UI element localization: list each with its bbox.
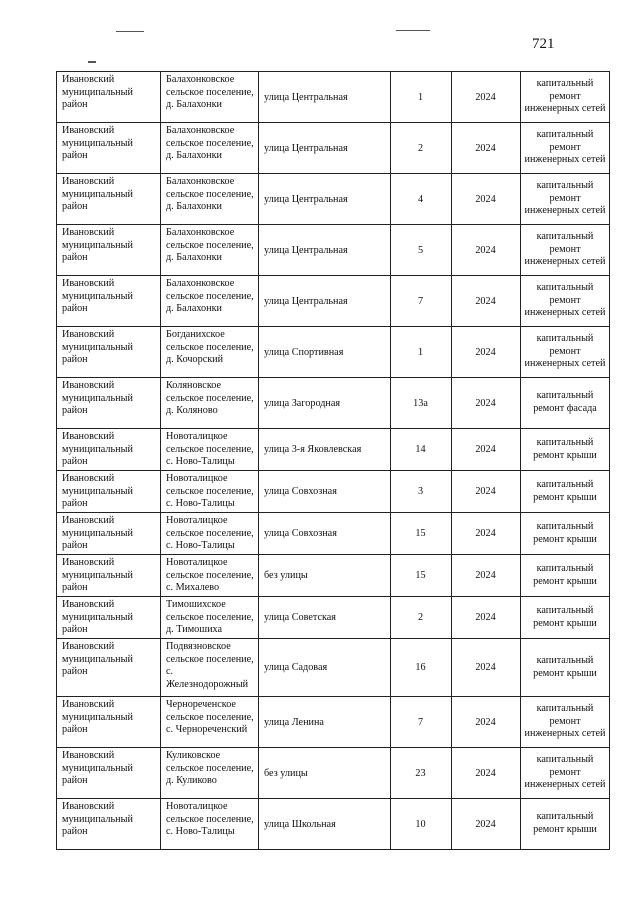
work-type-cell: капитальный ремонт фасада xyxy=(521,378,610,429)
district-cell: Ивановский муниципальный район xyxy=(57,429,161,471)
table-row xyxy=(57,429,610,471)
district-cell: Ивановский муниципальный район xyxy=(57,327,161,378)
street-cell: улица Центральная xyxy=(259,174,391,225)
table-row xyxy=(57,639,610,697)
work-type-cell: капитальный ремонт крыши xyxy=(521,597,610,639)
street-cell: улица 3-я Яковлевская xyxy=(259,429,391,471)
table-row xyxy=(57,597,610,639)
street-cell: улица Садовая xyxy=(259,639,391,697)
scan-artifact xyxy=(116,31,144,32)
street-cell: улица Ленина xyxy=(259,697,391,748)
district-cell: Ивановский муниципальный район xyxy=(57,225,161,276)
work-type-cell: капитальный ремонт крыши xyxy=(521,639,610,697)
house-number-cell: 3 xyxy=(391,471,452,513)
district-cell: Ивановский муниципальный район xyxy=(57,72,161,123)
district-cell: Ивановский муниципальный район xyxy=(57,555,161,597)
year-cell: 2024 xyxy=(452,799,521,850)
settlement-cell: Балахонковское сельское поселение, д. Балахонки xyxy=(161,276,259,327)
settlement-cell: Новоталицкое сельское поселение, с. Ново-Талицы xyxy=(161,513,259,555)
district-cell: Ивановский муниципальный район xyxy=(57,799,161,850)
year-cell: 2024 xyxy=(452,513,521,555)
table-row xyxy=(57,378,610,429)
year-cell: 2024 xyxy=(452,471,521,513)
district-cell: Ивановский муниципальный район xyxy=(57,174,161,225)
work-type-cell: капитальный ремонт инженерных сетей xyxy=(521,697,610,748)
settlement-cell: Балахонковское сельское поселение, д. Балахонки xyxy=(161,123,259,174)
scan-artifact xyxy=(396,30,430,31)
table-row xyxy=(57,72,610,123)
year-cell: 2024 xyxy=(452,639,521,697)
year-cell: 2024 xyxy=(452,597,521,639)
table-row xyxy=(57,276,610,327)
settlement-cell: Богданихское сельское поселение, д. Кочорский xyxy=(161,327,259,378)
work-type-cell: капитальный ремонт крыши xyxy=(521,799,610,850)
year-cell: 2024 xyxy=(452,72,521,123)
street-cell: улица Центральная xyxy=(259,72,391,123)
year-cell: 2024 xyxy=(452,748,521,799)
work-type-cell: капитальный ремонт крыши xyxy=(521,471,610,513)
table-row xyxy=(57,799,610,850)
house-number-cell: 2 xyxy=(391,123,452,174)
year-cell: 2024 xyxy=(452,697,521,748)
street-cell: улица Совхозная xyxy=(259,471,391,513)
street-cell: без улицы xyxy=(259,748,391,799)
settlement-cell: Тимошихское сельское поселение, д. Тимошиха xyxy=(161,597,259,639)
street-cell: улица Загородная xyxy=(259,378,391,429)
table-row xyxy=(57,225,610,276)
table-row xyxy=(57,174,610,225)
house-number-cell: 23 xyxy=(391,748,452,799)
house-number-cell: 5 xyxy=(391,225,452,276)
street-cell: улица Советская xyxy=(259,597,391,639)
year-cell: 2024 xyxy=(452,429,521,471)
housing-repair-table xyxy=(56,71,610,850)
year-cell: 2024 xyxy=(452,276,521,327)
table-row xyxy=(57,555,610,597)
table-row xyxy=(57,697,610,748)
work-type-cell: капитальный ремонт инженерных сетей xyxy=(521,327,610,378)
settlement-cell: Новоталицкое сельское поселение, с. Ново-Талицы xyxy=(161,471,259,513)
street-cell: без улицы xyxy=(259,555,391,597)
settlement-cell: Куликовское сельское поселение, д. Куликово xyxy=(161,748,259,799)
work-type-cell: капитальный ремонт инженерных сетей xyxy=(521,123,610,174)
house-number-cell: 7 xyxy=(391,276,452,327)
work-type-cell: капитальный ремонт инженерных сетей xyxy=(521,748,610,799)
settlement-cell: Новоталицкое сельское поселение, с. Михалево xyxy=(161,555,259,597)
settlement-cell: Подвязновское сельское поселение, с. Железнодорожный xyxy=(161,639,259,697)
house-number-cell: 1 xyxy=(391,72,452,123)
house-number-cell: 7 xyxy=(391,697,452,748)
settlement-cell: Новоталицкое сельское поселение, с. Ново-Талицы xyxy=(161,799,259,850)
year-cell: 2024 xyxy=(452,327,521,378)
house-number-cell: 15 xyxy=(391,555,452,597)
street-cell: улица Школьная xyxy=(259,799,391,850)
settlement-cell: Балахонковское сельское поселение, д. Балахонки xyxy=(161,174,259,225)
house-number-cell: 2 xyxy=(391,597,452,639)
table-row xyxy=(57,748,610,799)
work-type-cell: капитальный ремонт инженерных сетей xyxy=(521,276,610,327)
settlement-cell: Балахонковское сельское поселение, д. Балахонки xyxy=(161,225,259,276)
year-cell: 2024 xyxy=(452,123,521,174)
house-number-cell: 14 xyxy=(391,429,452,471)
house-number-cell: 16 xyxy=(391,639,452,697)
house-number-cell: 15 xyxy=(391,513,452,555)
street-cell: улица Центральная xyxy=(259,123,391,174)
work-type-cell: капитальный ремонт крыши xyxy=(521,513,610,555)
district-cell: Ивановский муниципальный район xyxy=(57,123,161,174)
district-cell: Ивановский муниципальный район xyxy=(57,513,161,555)
table-row xyxy=(57,513,610,555)
settlement-cell: Балахонковское сельское поселение, д. Балахонки xyxy=(161,72,259,123)
scan-artifact xyxy=(88,61,96,63)
table-row xyxy=(57,123,610,174)
district-cell: Ивановский муниципальный район xyxy=(57,697,161,748)
street-cell: улица Совхозная xyxy=(259,513,391,555)
settlement-cell: Коляновское сельское поселение, д. Коляново xyxy=(161,378,259,429)
year-cell: 2024 xyxy=(452,225,521,276)
work-type-cell: капитальный ремонт инженерных сетей xyxy=(521,72,610,123)
table-row xyxy=(57,471,610,513)
settlement-cell: Чернореченское сельское поселение, с. Чернореченский xyxy=(161,697,259,748)
street-cell: улица Центральная xyxy=(259,276,391,327)
district-cell: Ивановский муниципальный район xyxy=(57,748,161,799)
work-type-cell: капитальный ремонт крыши xyxy=(521,555,610,597)
table-row xyxy=(57,327,610,378)
house-number-cell: 4 xyxy=(391,174,452,225)
district-cell: Ивановский муниципальный район xyxy=(57,639,161,697)
street-cell: улица Центральная xyxy=(259,225,391,276)
work-type-cell: капитальный ремонт крыши xyxy=(521,429,610,471)
house-number-cell: 1 xyxy=(391,327,452,378)
year-cell: 2024 xyxy=(452,378,521,429)
district-cell: Ивановский муниципальный район xyxy=(57,471,161,513)
settlement-cell: Новоталицкое сельское поселение, с. Ново-Талицы xyxy=(161,429,259,471)
year-cell: 2024 xyxy=(452,174,521,225)
house-number-cell: 13а xyxy=(391,378,452,429)
year-cell: 2024 xyxy=(452,555,521,597)
district-cell: Ивановский муниципальный район xyxy=(57,597,161,639)
district-cell: Ивановский муниципальный район xyxy=(57,276,161,327)
street-cell: улица Спортивная xyxy=(259,327,391,378)
district-cell: Ивановский муниципальный район xyxy=(57,378,161,429)
page-number: 721 xyxy=(532,36,555,52)
work-type-cell: капитальный ремонт инженерных сетей xyxy=(521,225,610,276)
work-type-cell: капитальный ремонт инженерных сетей xyxy=(521,174,610,225)
house-number-cell: 10 xyxy=(391,799,452,850)
